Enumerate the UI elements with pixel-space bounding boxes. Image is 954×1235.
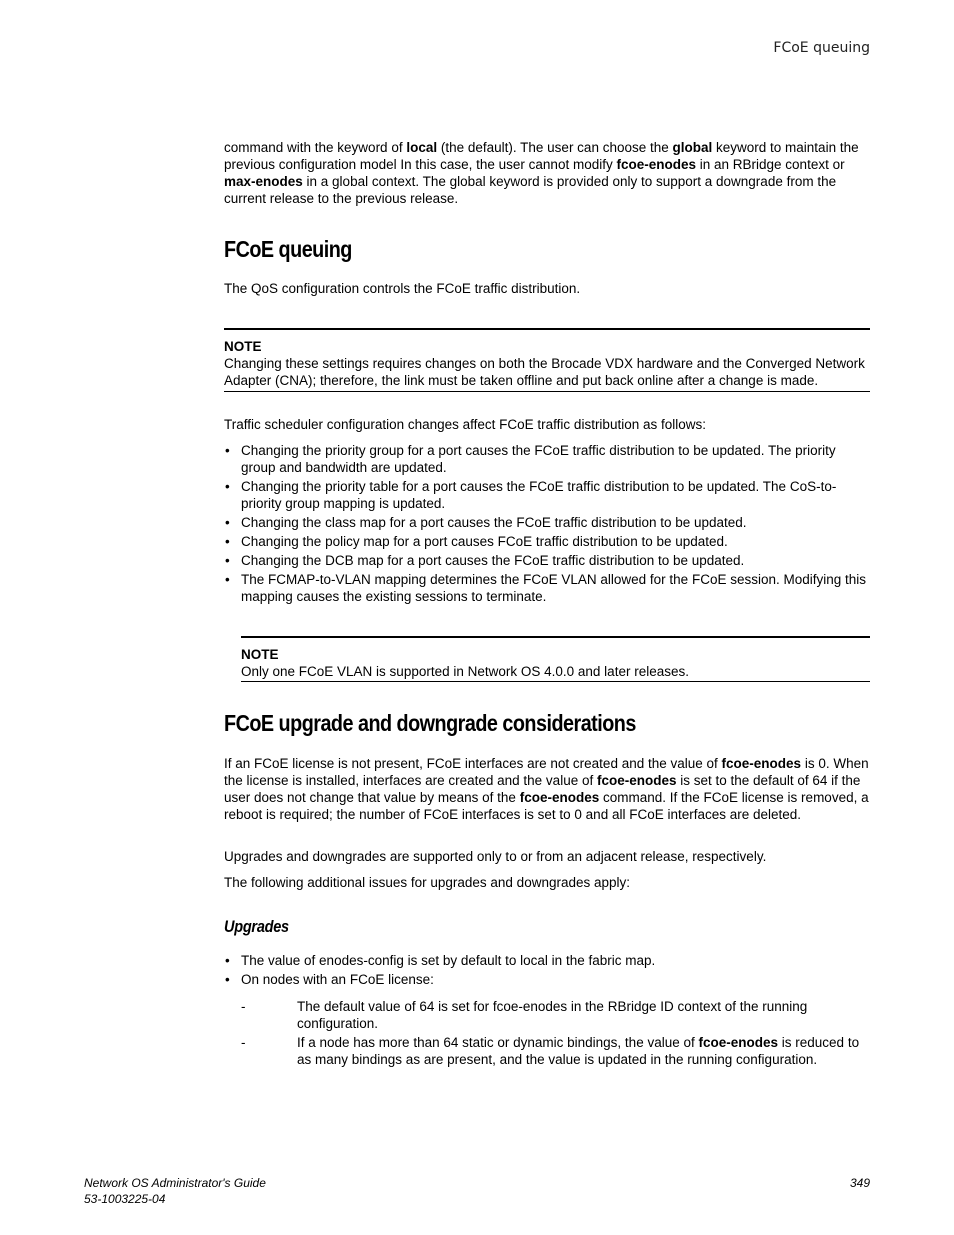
keyword-fcoe-enodes: fcoe-enodes	[698, 1035, 779, 1050]
additional-issues-paragraph: The following additional issues for upgrades and downgrades apply:	[224, 875, 631, 890]
upgrades-bullet-list	[224, 952, 870, 990]
running-header: FCoE queuing	[773, 40, 870, 56]
note-label: NOTE	[224, 339, 262, 354]
footer-doc-title: Network OS Administrator's Guide	[84, 1176, 266, 1190]
keyword-fcoe-enodes: fcoe-enodes	[596, 773, 677, 788]
footer-doc-number: 53-1003225-04	[84, 1192, 166, 1206]
keyword-local: local	[406, 140, 438, 155]
note-box	[224, 328, 870, 392]
keyword-global: global	[672, 140, 713, 155]
sub-list-item: - If a node has more than 64 static or dynamic bindings, the value of fcoe-enodes is reduced to as many bindings as are present, and the value is updated in the running configuration.	[241, 1035, 860, 1067]
list-item: • Changing the class map for a port causes the FCoE traffic distribution to be updated.	[225, 515, 747, 530]
section-heading-fcoe-queuing: FCoE queuing	[224, 236, 352, 262]
footer-page-number: 349	[849, 1176, 870, 1190]
sub-item-list	[224, 998, 870, 1070]
list-item: • Changing the DCB map for a port causes the FCoE traffic distribution to be updated.	[225, 553, 745, 568]
list-item: • The FCMAP-to-VLAN mapping determines the FCoE VLAN allowed for the FCoE session. Modifying this mapping causes the existing sessions to terminate.	[225, 572, 867, 604]
section-heading-upgrade-downgrade: FCoE upgrade and downgrade considerations	[224, 710, 636, 736]
license-paragraph: If an FCoE license is not present, FCoE interfaces are not created and the value of fcoe-enodes is 0. When the license is installed, interfaces are created and the value of fcoe-enodes is set to the default of 64 if the user does not change that value by means of the fcoe-enodes command. If the FCoE license is removed, a reboot is required; the number of FCoE interfaces is set to 0 and all FCoE interfaces are deleted.	[224, 756, 869, 822]
note-text: Only one FCoE VLAN is supported in Network OS 4.0.0 and later releases.	[241, 664, 689, 679]
sub-list-item: - The default value of 64 is set for fcoe-enodes in the RBridge ID context of the running configuration.	[241, 999, 808, 1031]
note-label: NOTE	[241, 647, 279, 662]
traffic-lead: Traffic scheduler configuration changes affect FCoE traffic distribution as follows:	[224, 417, 706, 432]
intro-text: keyword to maintain the previous configuration model In this case, the user cannot modify	[224, 140, 859, 172]
intro-text: in a global context. The global keyword is provided only to support a downgrade from the current release to the previous release.	[224, 174, 837, 206]
keyword-max-enodes: max-enodes	[224, 174, 303, 189]
intro-text: command with the keyword of	[224, 140, 407, 155]
footer-left	[84, 1175, 266, 1207]
subheading-upgrades: Upgrades	[224, 918, 289, 936]
list-item: • The value of enodes-config is set by default to local in the fabric map.	[225, 953, 656, 968]
list-item: • Changing the priority group for a port causes the FCoE traffic distribution to be updated. The priority group and bandwidth are updated.	[225, 443, 836, 475]
section1-intro: The QoS configuration controls the FCoE traffic distribution.	[224, 281, 581, 296]
intro-text: (the default). The user can choose the	[437, 140, 673, 155]
list-item: • On nodes with an FCoE license:	[225, 972, 434, 987]
intro-paragraph	[224, 139, 870, 207]
intro-text: in an RBridge context or	[696, 157, 845, 172]
list-item: • Changing the policy map for a port causes FCoE traffic distribution to be updated.	[225, 534, 728, 549]
adjacent-release-paragraph: Upgrades and downgrades are supported only to or from an adjacent release, respectively.	[224, 849, 767, 864]
note-box-2	[241, 636, 870, 682]
keyword-fcoe-enodes: fcoe-enodes	[519, 790, 600, 805]
list-item: • Changing the priority table for a port causes the FCoE traffic distribution to be updated. The CoS-to-priority group mapping is updated.	[225, 479, 837, 511]
note-text: Changing these settings requires changes on both the Brocade VDX hardware and the Converged Network Adapter (CNA); therefore, the link must be taken offline and put back online after a change is made.	[224, 356, 865, 388]
keyword-fcoe-enodes: fcoe-enodes	[721, 756, 802, 771]
bullet-list	[224, 442, 870, 607]
keyword-fcoe-enodes: fcoe-enodes	[616, 157, 696, 172]
